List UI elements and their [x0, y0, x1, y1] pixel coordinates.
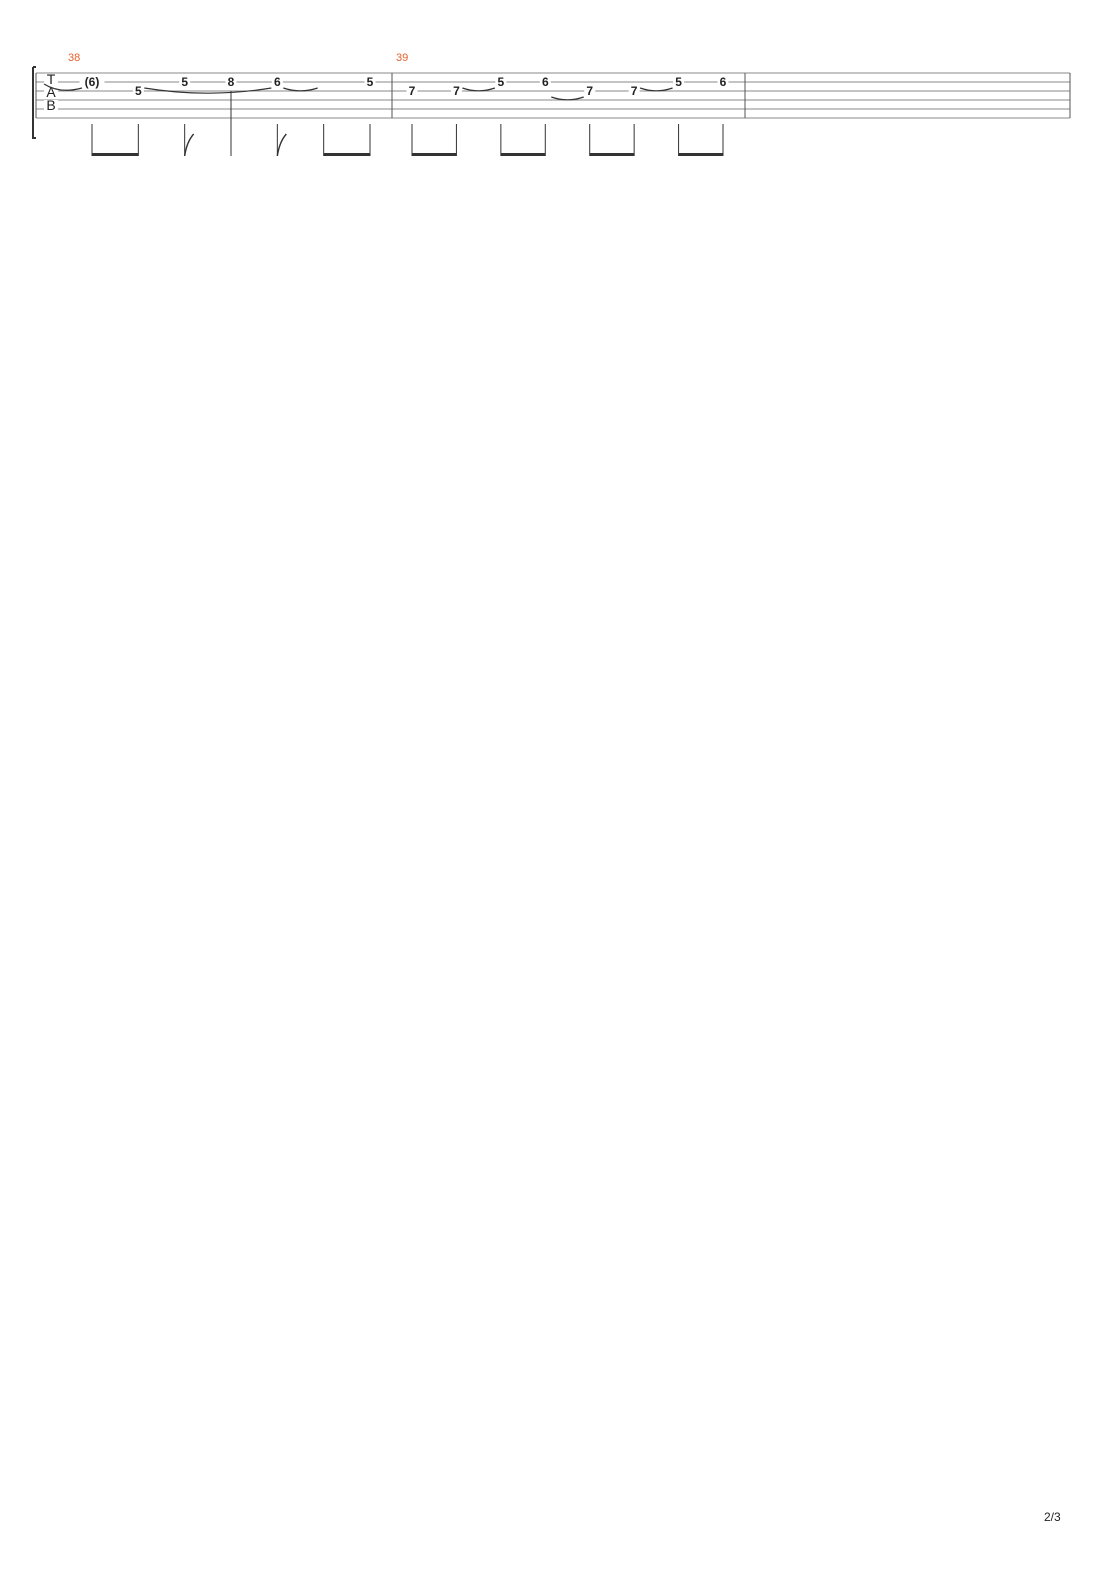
measure-number: 39 [396, 52, 409, 64]
tie [283, 88, 317, 91]
beam [92, 153, 138, 156]
tie [640, 88, 672, 91]
tab-clef-letter: A [46, 84, 56, 100]
fret-number: 7 [453, 84, 460, 98]
fret-number: 8 [227, 75, 235, 89]
fret-number: 6 [273, 75, 281, 89]
tie [462, 88, 494, 91]
eighth-flag [277, 134, 286, 156]
tab-clef-letter: T [46, 71, 56, 87]
beam [679, 153, 723, 156]
beam [324, 153, 370, 156]
fret-number: 5 [675, 75, 682, 89]
tab-clef-letter: B [46, 97, 56, 113]
fret-number: 7 [630, 84, 638, 98]
tie [551, 97, 583, 100]
fret-number: 7 [586, 84, 594, 98]
fret-number: 5 [366, 75, 374, 89]
fret-number: 6 [719, 75, 727, 89]
fret-number: 5 [134, 84, 142, 98]
fret-number: 7 [408, 84, 416, 98]
page-number: 2/3 [1044, 1510, 1061, 1524]
beam [501, 153, 545, 156]
measure-number: 38 [68, 52, 81, 64]
beam [412, 153, 456, 156]
fret-number: (6) [84, 75, 100, 89]
fret-number: 6 [541, 75, 549, 89]
fret-number: 5 [181, 75, 189, 89]
fret-number: 5 [497, 75, 505, 89]
eighth-flag [185, 134, 194, 156]
tab-system [33, 52, 1070, 156]
beam [590, 153, 634, 156]
